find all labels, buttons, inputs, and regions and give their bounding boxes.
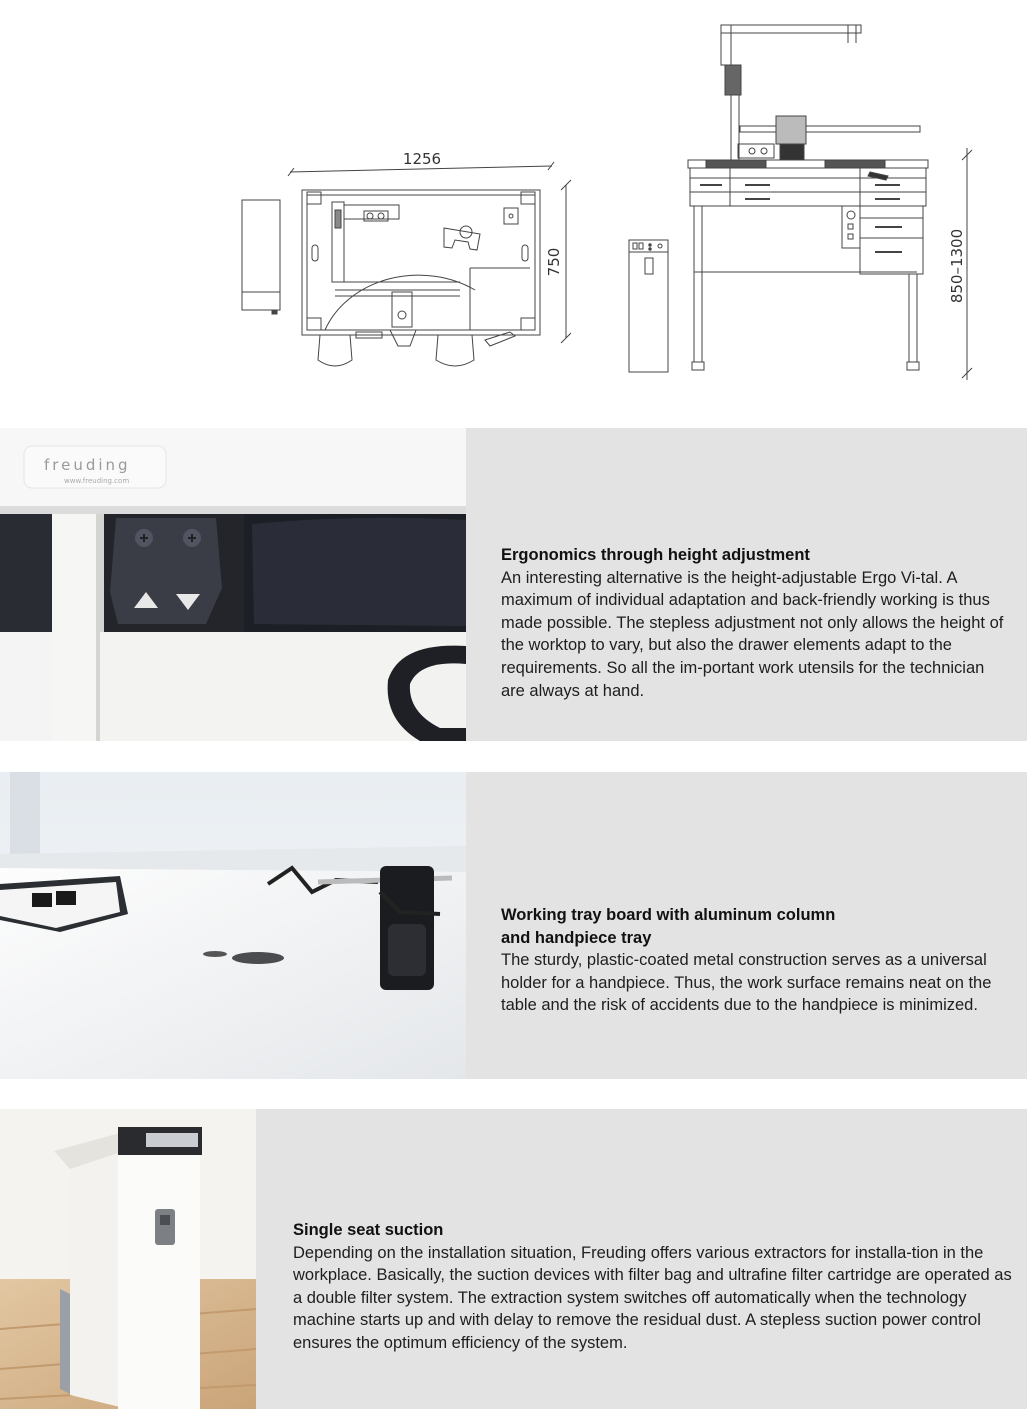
section-height-adjustment <box>0 428 1027 741</box>
section-body: Depending on the installation situation, Freuding offers various extractors for installa-tion in the workplace. Basically, the suction devices with filter bag and ultrafine filter cartridge are operated as a double filter system. The extraction system switches off automatically when the technology machine starts up and with delay to remove the residual dust. A stepless suction power control ensures the optimum efficiency of the system. <box>293 1243 1012 1352</box>
dimension-width-label: 1256 <box>402 150 442 168</box>
section-title-line2: and handpiece tray <box>501 928 652 947</box>
top-view-cabinet <box>242 200 280 314</box>
photo-suction-unit <box>0 1109 256 1409</box>
text-panel-3 <box>256 1109 1027 1409</box>
text-panel-1 <box>466 428 1027 741</box>
section-title: Ergonomics through height adjustment <box>501 546 810 564</box>
section-body: The sturdy, plastic-coated metal construction serves as a universal holder for a handpiece. Thus, the work surface remains neat on the table and the risk of accidents due to the handpiece is minimized. <box>501 951 992 1015</box>
photo-handpiece-tray <box>0 772 466 1079</box>
front-view-cabinet <box>629 240 668 372</box>
section-working-tray <box>0 772 1027 1079</box>
text-block-1 <box>501 544 1006 702</box>
freuding-logo: freuding <box>44 456 131 474</box>
section-suction <box>0 1109 1027 1409</box>
technical-drawings <box>0 0 1027 410</box>
top-view-table <box>302 190 540 366</box>
photo-height-control <box>0 428 466 741</box>
text-panel-2 <box>466 772 1027 1079</box>
dimension-height-label: 850–1300 <box>948 228 966 304</box>
front-view-workstation <box>688 25 928 370</box>
text-block-2 <box>501 904 1006 1017</box>
section-title: Single seat suction <box>293 1221 444 1239</box>
section-body: An interesting alternative is the height-adjustable Ergo Vi-tal. A maximum of individual adaptation and back-friendly working is thus made possible. The stepless adjustment not only allows the height of the worktop to vary, but also the drawer elements adapt to the requirements. So all the im-portant work utensils for the technician are always at hand. <box>501 568 1004 700</box>
freuding-url: www.freuding.com <box>64 477 130 485</box>
section-title-line1: Working tray board with aluminum column <box>501 906 836 924</box>
dimension-depth-label: 750 <box>545 247 563 277</box>
text-block-3 <box>293 1219 1013 1355</box>
